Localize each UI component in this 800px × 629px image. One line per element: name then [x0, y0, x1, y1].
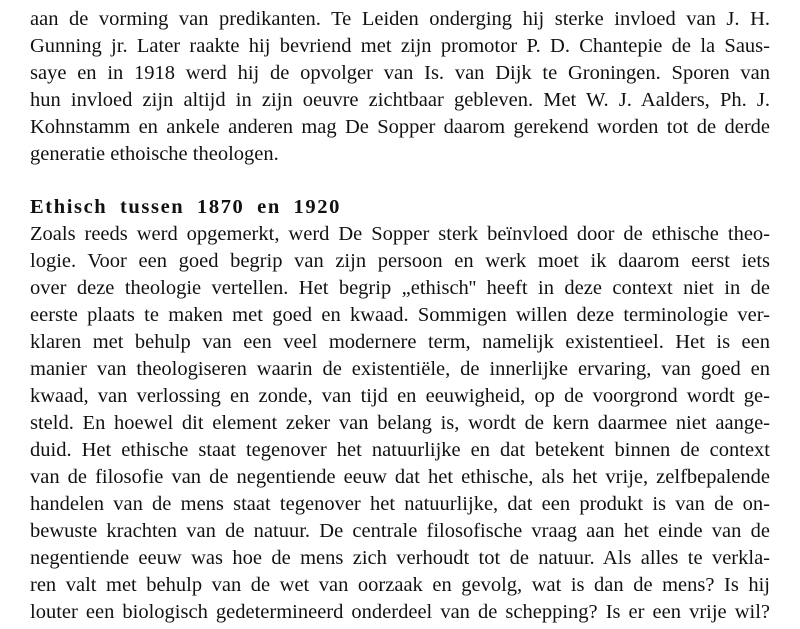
document-page [30, 6, 770, 626]
text-line: generatie ethoische theologen. [30, 143, 279, 165]
text-line: Gunning jr. Later raakte hij bevriend met zijn promotor P. D. Chantepie de la Saus- [30, 35, 770, 57]
text-line: duid. Het ethische staat tegenover het natuurlijke en dat betekent binnen de context [30, 439, 770, 461]
text-line: Zoals reeds werd opgemerkt, werd De Sopper sterk beïnvloed door de ethische theo- [30, 223, 770, 245]
text-line: ren valt met behulp van de wet van oorzaak en gevolg, wat is dan de mens? Is hij [30, 574, 770, 596]
text-line: steld. En hoewel dit element zeker van belang is, wordt de kern daarmee niet aange- [30, 412, 770, 434]
text-line: hun invloed zijn altijd in zijn oeuvre zichtbaar gebleven. Met W. J. Aalders, Ph. J. [30, 89, 770, 111]
text-line: logie. Voor een goed begrip van zijn persoon en werk moet ik daarom eerst iets [30, 250, 770, 272]
text-line: over deze theologie vertellen. Het begrip „ethisch'' heeft in deze context niet in de [30, 277, 770, 299]
text-line: klaren met behulp van een veel modernere term, namelijk existentieel. Het is een [30, 331, 770, 353]
text-line: bewuste krachten van de natuur. De centrale filosofische vraag aan het einde van de [30, 520, 770, 542]
text-line: manier van theologiseren waarin de existentiële, de innerlijke ervaring, van goed en [30, 358, 770, 380]
paragraph-gap [30, 168, 770, 194]
text-line: kwaad, van verlossing en zonde, van tijd en eeuwigheid, op de voorgrond wordt ge- [30, 385, 770, 407]
text-line: aan de vorming van predikanten. Te Leiden onderging hij sterke invloed van J. H. [30, 8, 770, 30]
text-line: handelen van de mens staat tegenover het natuurlijke, dat een produkt is van de on- [30, 493, 770, 515]
text-line: van de filosofie van de negentiende eeuw dat het ethische, als het vrije, zelfbepalende [30, 466, 770, 488]
paragraph-section-body [30, 221, 770, 626]
text-line: louter een biologisch gedetermineerd onderdeel van de schepping? Is er een vrije wil? [30, 601, 770, 623]
text-line: negentiende eeuw was hoe de mens zich verhoudt tot de natuur. Als alles te verkla- [30, 547, 770, 569]
section-heading: Ethisch tussen 1870 en 1920 [30, 196, 341, 218]
text-line: eerste plaats te maken met goed en kwaad. Sommigen willen deze terminologie ver- [30, 304, 770, 326]
paragraph-intro [30, 6, 770, 168]
text-line: Kohnstamm en ankele anderen mag De Sopper daarom gerekend worden tot de derde [30, 116, 770, 138]
text-line: saye en in 1918 werd hij de opvolger van Is. van Dijk te Groningen. Sporen van [30, 62, 770, 84]
